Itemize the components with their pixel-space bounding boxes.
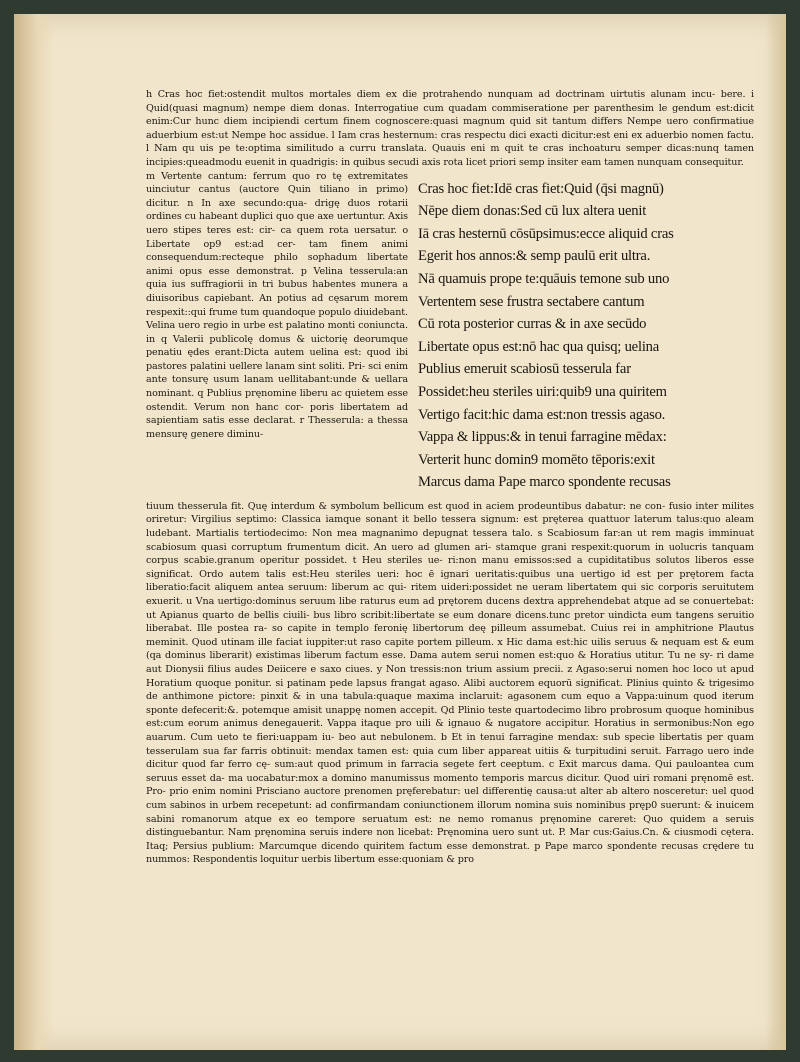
verse-line: Possidet:heu steriles uiri:quib9 una quiritem (418, 383, 667, 400)
commentary-top (146, 88, 754, 170)
verse-line: Vappa & lippus:& in tenui farragine mēdax: (418, 429, 667, 446)
commentary-top-text: h Cras hoc fiet:ostendit multos mortales diem ex die protrahendo nunquam ad doctrinam uirtutis alunam incu- bere. i Quid(quasi magnum) nempe diem donas. Interrogatiue cum quadam commiseratione per parenthesim le gendum est:dicit enim:Cur hunc diem incipiendi certum finem cognoscere:quasi magnum quid sit tantum differs Nempe uero confirmatiue aduerbium est:ut Nempe hoc assidue. l Iam cras hesternum: cras respectu dici exacti dicitur:est eni ex aduerbio nomen factu. l Nam qu uis pe te:optima similitudo a curru translata. Quauis eni m quit te cras inchoaturu semper dicas:nunq tamen incipies:queadmodu euenit in quadrigis: in quibus secudi axis rota licet priori semp insiter eam tamen nunquam consequitur. (146, 89, 754, 168)
verse-line: Nā quamuis prope te:quāuis temone sub uno (418, 270, 670, 287)
verse-line: Egerit hos annos:& semp paulū erit ultra. (418, 248, 651, 265)
commentary-side-text: m Vertente cantum: ferrum quo ro tę extremitates uinciutur cantus (auctore Quin tiliano in primo) dicitur. n In axe secundo:qua- drigę duos rotarii ordines cu habeant duplici quo que axe uertuntur. Axis uero stipes teres est: cir- ca quem rota uersatur. o Libertate op9 est:ad cer- tam finem animi consequendum:recteque philo sophadum libertate animi opus esse demonstrat. p Velina tesserula:an quia ius suffragiorii in tri bubus habentes munera a diuisoribus capiebant. An potius ad cęsarum morem respexit::qui frume tum quandoque populo diuidebant. Velina uero regio in urbe est palatino monti coniuncta. in q Valerii publicolę domus & uictorię deorumque penatiu ędes erant:Dicta autem uelina est: quod ibi pastores palatini uellere lanam sint soliti. Pri- sci enim ante tonsurę usum lanam uellitabant:unde & uellara nominant. q Publius pręnomine liberu ac quietem esse ostendit. Verum non hanc cor- poris libertatem ad sapientiam satis esse declarat. r Thesserula: a thessa mensurę genere diminu- (146, 170, 408, 440)
verse-line: Vertigo facit:hic dama est:non tressis agaso. (418, 406, 666, 423)
page-gutter-left (14, 14, 54, 1050)
verse-line: Vertentem sese frustra sectabere cantum (418, 293, 645, 310)
verse-line: Publius emeruit scabiosū tesserula far (418, 361, 631, 378)
verse-and-side-commentary (146, 170, 754, 500)
verse-line: Cū rota posterior curras & in axe secūdo (418, 316, 647, 333)
page-text (146, 88, 754, 867)
verse-line: Iā cras hesternū cōsūpsimus:ecce aliquid cras (418, 225, 674, 242)
verse-block (418, 178, 754, 494)
verse-line: Verterit hunc domin9 momēto tēporis:exit (418, 451, 655, 468)
verse-line: Cras hoc fiet:Idē cras fiet:Quid (q̄si magnū) (418, 180, 664, 197)
verse-line: Libertate opus est:nō hac qua quisq; uelina (418, 338, 660, 355)
page-edge-right (766, 14, 786, 1050)
commentary-bottom (146, 500, 754, 867)
verse-line: Nēpe diem donas:Sed cū lux altera uenit (418, 203, 647, 220)
verse-line: Marcus dama Pape marco spondente recusas (418, 474, 671, 491)
commentary-bottom-text: tiuum thesserula fit. Quę interdum & symbolum bellicum est quod in aciem prodeuntibus dabatur: ne con- fusio inter milites oriretur: Virgilius septimo: Classica iamque sonant it bello tessera signum: est pręterea quattuor laterum talus:quo aleam ludebant. Martialis tertiodecimo: Non mea magnanimo depugnat tessera talo. s Scabiosum far:an ut rem magis imminuat scabiosum quasi corruptum frumentum dicit. An uero ad glumen ari- stamque grani respexit:quorum in uolucris tanquam corpus scabie.granum operitur possidet. t Heu steriles ue- ri:non manu emissos:sed a cupiditatibus solutos liberos esse significat. Ordo autem talis est:Heu steriles ueri: hoc ē ignari ueritatis:quibus una uertigo id est per prętorem facta liberatio:facit aliquem antea seruum: liberum ac qui- ritem uideri:possidet ne ueram libertatem qui sic corporis seruitutem exuerit. u Vna uertigo:dominus seruum libe raturus eum ad prętorem ducens dextra apprehendebat atque ad se conuertebat: ut Apianus quarto de bellis ciuili- bus libro scribit:libertate se eum donare dicens.tunc pretor uindicta eum tangens seruitio liberabat. Ille postea ra- so capite in templo feronię libertorum deę pilleum assumebat. Cuius rei in amphitrione Plautus meminit. Quod utinam ille faciat iuppiter:ut raso capite portem pilleum. x Hic dama est:hic uilis seruus & nequam est & eum (qa dominus liberarit) existimas liberum factum esse. Dama autem serui nomen est:quo & Horatius utitur. Tu ne sy- ri dame aut Dionysii filius audes Deiicere e saxo ciues. y Non tressis:non trium assium precii. z Agaso:serui nomen hoc loco ut apud Horatium quoque ponitur. si patinam pede lapsus frangat agaso. Alibi auctorem equorū significat. Plinius quinto & trigesimo de anthimone pictore: pinxit & in una tabula:quaque maxima inclaruit: agasonem cum equo a Vappa:uinum quod iterum sponte defecerit:&. potemque amisit unappę nomen accepit. Qd Plinio teste quartodecimo libro probrosum quoque hominibus est:cum eorum animus denegauerit. Vappa itaque pro uili & ignauo & nugatore accipitur. Horatius in sermonibus:Non ego auarum. Cum ueto te fieri:uappam iu- beo aut nebulonem. b Et in tenui farragine mendax: sub specie libertatis per quam tesserulam sua far farris obtinuit: mendax tamen est: quia cum liber appareat uitiis & turpitudini seruit. Farrago uero inde dicitur quod far ferro cę- sum:aut quod primum in farracia segete fert ceeptum. c Exit marcus dama. Qui pauloantea cum seruus esset da- ma uocabatur:mox a domino manumissus momento temporis marcus dicitur. Quod uiri romani pręnomē est. Pro- prio enim nomini Prisciano auctore prenomen pręferebatur: uel differentię causa:ut alter ab altero nosceretur: uel quod cum sabinos in urbem recepetunt: ad confirmandam coniunctionem illorum nomina suis nominibus pręp0 suerunt: & inuicem sabini romanorum atque ex eo tempore seruatum est: ne nemo romanus pręnomine careret: Quo quidem a seruis distinguebantur. Nam pręnomina seruis indere non licebat: Pręnomina uero sunt ut. P. Mar cus:Gaius.Cn. & ciusmodi cętera. Itaq; Persius publium: Marcumque dicendo quiritem factum esse demonstrat. p Pape marco spondente recusas crędere tu nummos: Respondentis loquitur uerbis libertum esse:quoniam & pro (146, 500, 754, 866)
